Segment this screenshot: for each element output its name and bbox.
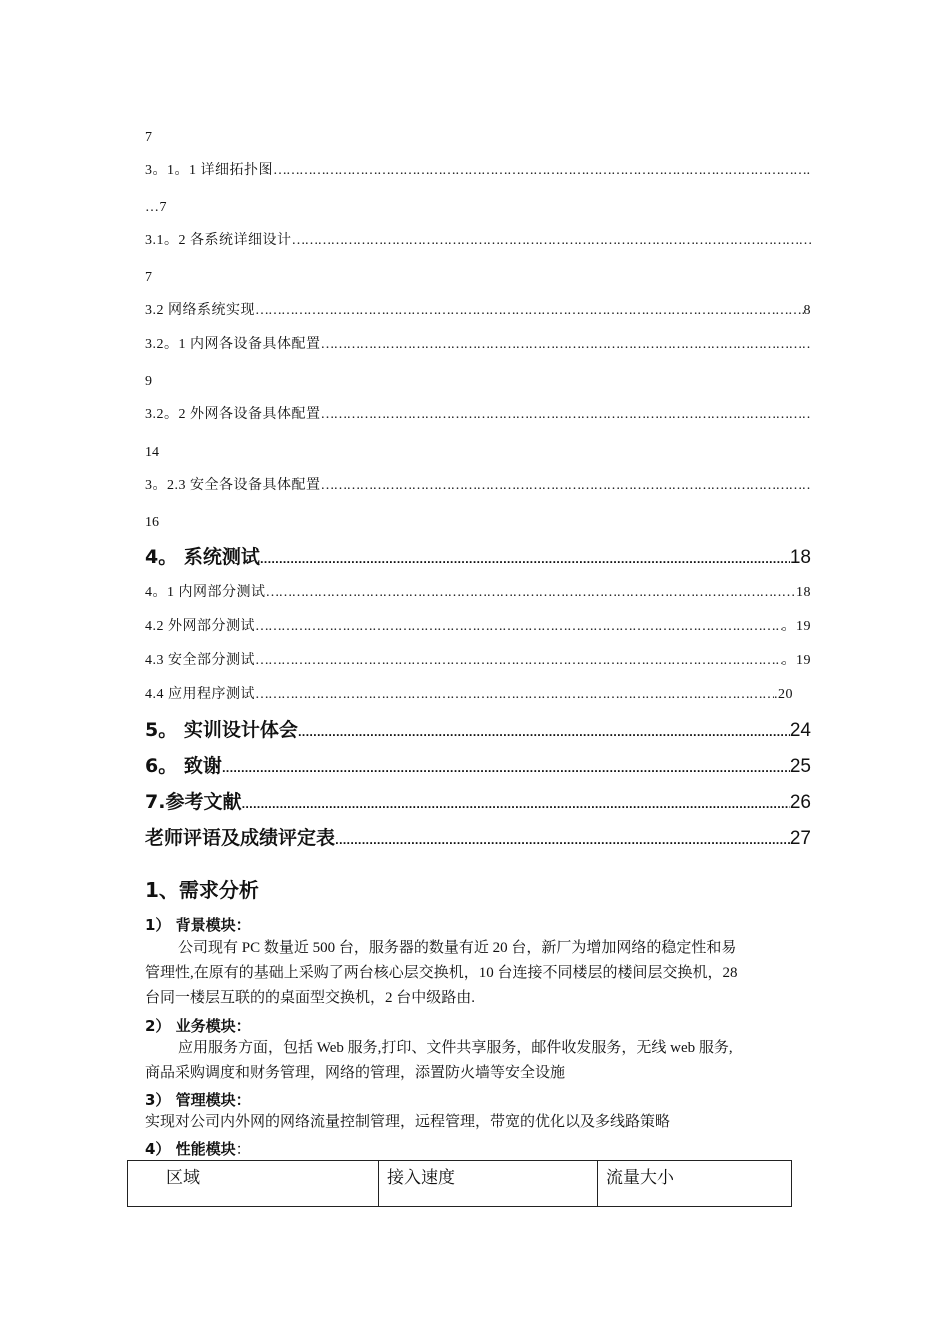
toc-entry-label: 3。2.3 安全各设备具体配置 [145,478,321,493]
toc-entry-page: 26 [789,792,811,813]
toc-entry-label: 4。1 内网部分测试 [145,585,266,600]
table-header-cell: 区域 [128,1161,379,1207]
toc-entry-page: 18 [789,547,811,568]
paragraph-line: 台同一楼层互联的的桌面型交换机，2 台中级路由. [145,990,476,1006]
toc-entry-4-1[interactable] [145,584,811,602]
toc-entry-page: 。19 [781,653,811,668]
toc-entry-page: 25 [789,756,811,777]
business-paragraph [145,1036,815,1086]
toc-entry-4-2[interactable] [145,618,811,636]
toc-entry-4[interactable] [145,545,811,573]
toc-page-number: 9 [145,374,152,389]
heading-colon: ： [235,1140,251,1158]
toc-page-number: 7 [145,130,152,145]
toc-entry-label: 4.2 外网部分测试 [145,619,255,634]
toc-entry-label: 3.2 网络系统实现 [145,303,255,318]
toc-entry-evaluation[interactable] [145,826,811,854]
toc-entry-7[interactable] [145,790,811,818]
performance-table [127,1160,792,1207]
toc-entry-label: 3.1。2 各系统详细设计 [145,233,292,248]
toc-entry-6[interactable] [145,754,811,782]
paragraph-line: 商品采购调度和财务管理，网络的管理，添置防火墙等安全设施 [145,1065,566,1081]
toc-leader [241,790,789,818]
toc-page-number: …7 [145,200,167,215]
toc-entry-label: 3。1。1 详细拓扑图 [145,163,273,178]
toc-entry-label: 4.3 安全部分测试 [145,653,255,668]
background-paragraph [145,936,815,1011]
toc-entry-3-2-2[interactable] [145,406,811,424]
toc-entry-3-1-1[interactable] [145,162,811,180]
paragraph-line: 应用服务方面，包括 Web 服务,打印、文件共享服务，邮件收发服务，无线 web 服务, [178,1040,733,1056]
toc-leader [273,162,811,180]
toc-leader [335,826,790,854]
table-header-cell: 流量大小 [598,1161,792,1207]
toc-entry-page: 24 [789,720,811,741]
table-header-cell: 接入速度 [379,1161,598,1207]
paragraph-line: 公司现有 PC 数量近 500 台，服务器的数量有近 20 台，新厂为增加网络的稳定性和易 [178,940,737,956]
module-heading-management: 3） 管理模块： [145,1091,251,1109]
module-heading-background: 1） 背景模块： [145,916,251,934]
toc-entry-label: 4.4 应用程序测试 [145,687,255,702]
toc-leader [321,336,812,354]
toc-leader [255,302,804,320]
management-paragraph: 实现对公司内外网的网络流量控制管理，远程管理，带宽的优化以及多线路策略 [145,1114,671,1130]
toc-entry-page: 。19 [781,619,811,634]
table-row [128,1161,792,1207]
toc-page-number: 16 [145,515,159,530]
module-heading-business: 2） 业务模块： [145,1017,251,1035]
toc-entry-label: 3.2。2 外网各设备具体配置 [145,407,321,422]
toc-leader [321,477,812,495]
toc-entry-label: 6。 致谢 [145,755,222,777]
toc-entry-5[interactable] [145,718,811,746]
toc-entry-3-1-2[interactable] [145,232,811,250]
toc-leader [292,232,812,250]
toc-entry-4-3[interactable] [145,652,811,670]
toc-page-number: 7 [145,270,152,285]
toc-leader [255,618,782,636]
toc-entry-3-2-3[interactable] [145,477,811,495]
toc-entry-page: …18 [781,585,811,600]
toc-leader [321,406,812,424]
toc-entry-3-2-1[interactable] [145,336,811,354]
toc-entry-page: .20 [774,687,793,702]
section-title: 1、需求分析 [145,878,259,902]
toc-entry-page: 27 [789,828,811,849]
toc-entry-label: 老师评语及成绩评定表 [145,827,336,849]
toc-leader [255,652,782,670]
toc-leader [260,545,790,573]
toc-entry-label: 3.2。1 内网各设备具体配置 [145,337,321,352]
toc-leader [266,584,782,602]
module-heading-performance [145,1138,251,1159]
toc-leader [222,754,790,782]
toc-entry-label: 4。 系统测试 [145,546,260,568]
toc-entry-page: 8 [803,303,811,318]
toc-entry-label: 7.参考文献 [145,791,242,813]
toc-leader [255,686,774,704]
toc-entry-4-4[interactable] [145,686,793,704]
paragraph-line: 管理性,在原有的基础上采购了两台核心层交换机，10 台连接不同楼层的楼间层交换机，28 [145,965,738,981]
heading-text: 4） 性能模块 [145,1140,236,1158]
toc-entry-label: 5。 实训设计体会 [145,719,298,741]
toc-entry-3-2[interactable] [145,302,811,320]
toc-page-number: 14 [145,445,159,460]
toc-leader [298,718,790,746]
